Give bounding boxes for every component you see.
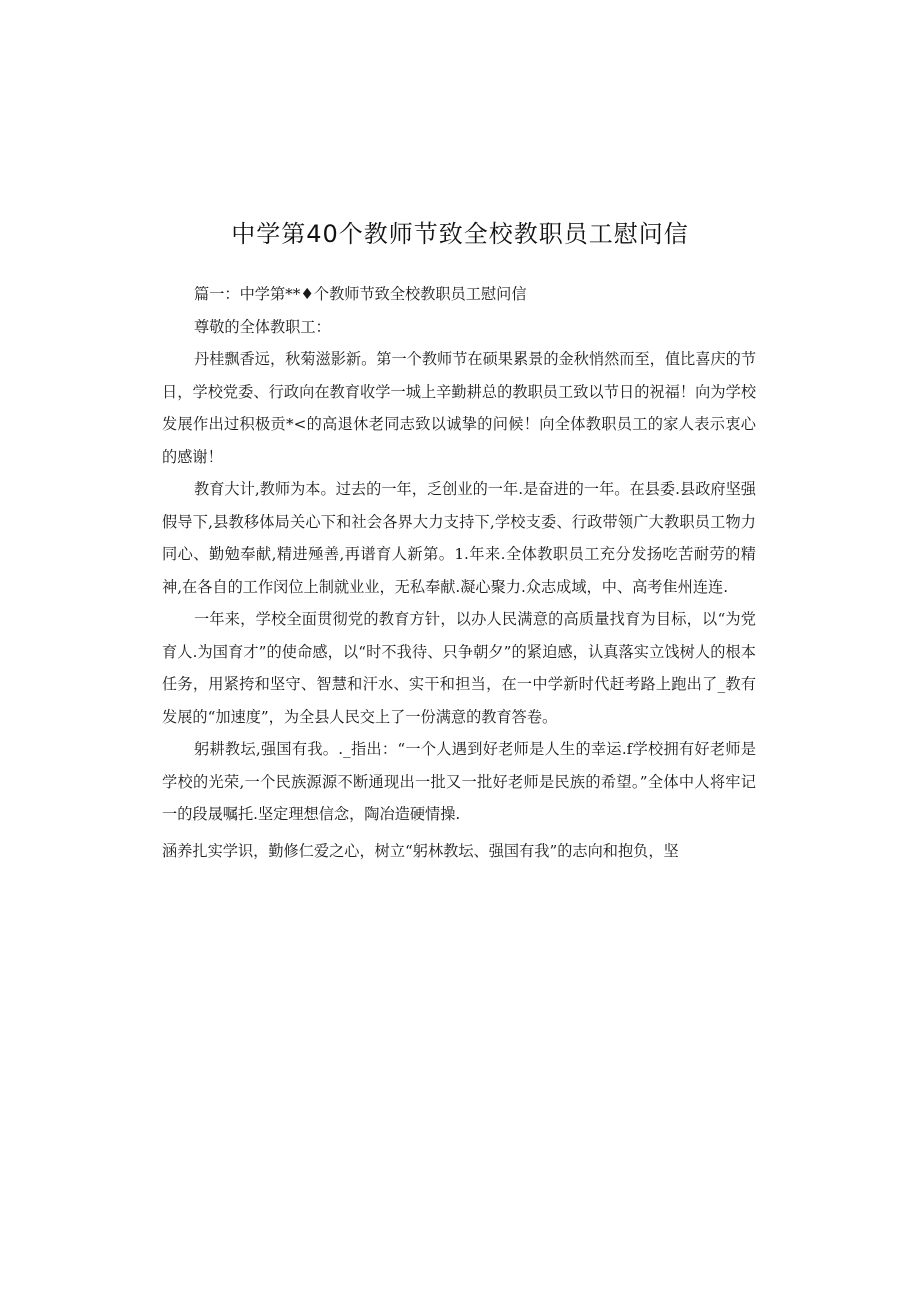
closing-line: 涵养扎实学识，勤修仁爱之心，树立“躬林教坛、强国有我”的志向和抱负，坚 — [162, 841, 679, 860]
paragraph-2: 教育大计,教师为本。过去的一年，乏创业的一年.是奋进的一年。在县委.县政府坚强假导下,县教移体局关心下和社会各界大力支持下,学校支委、行政带领广大教职员工物力同心、勤勉奉献,精进殛善,再谱育人新第。1.年来.全体教职员工充分发扬吃苦耐劳的精神,在各自的工作闵位上制就业业，无私奉献.凝心聚力.众志成域，中、高考隹州连连. — [162, 480, 756, 596]
subtitle-line: 篇一：中学第**♦个教师节致全校教职员工慰问信 — [194, 285, 527, 303]
paragraph-4: 躬耕教坛,强国有我。._指出：“一个人遇到好老师是人生的幸运.f学校拥有好老师是学校的光荣,一个民族源源不断通现出一批又一批好老师是民族的希望。”全体中人将牢记一的段晟嘱托.坚定理想信念，陶冶造硬情操. — [162, 740, 756, 823]
paragraph-3: 一年来，学校全面贯彻党的教育方针，以办人民满意的高质量找育为目标，以“为党育人.为国育才”的使命感，以“时不我待、只争朝夕”的紧迫感，认真落实立饯树人的根本任务，用紧挎和坚守、智慧和汗水、实干和担当，在一中学新时代赶考路上跑出了_教有发展的“加速度”，为全县人民交上了一份满意的教育答卷。 — [162, 610, 756, 726]
paragraph-1: 丹桂飘香远，秋菊滋影新。第一个教师节在硕果累景的金秋悄然而至，值比喜庆的节日，学校党委、行政向在教育收学一城上辛勤耕总的教职员工致以节日的祝福！向为学校发展作出过积极贡*<的高退休老同志致以诚挚的问候！向全体教职员工的家人表示衷心的感谢！ — [162, 350, 756, 466]
salutation: 尊敬的全体教职工： — [194, 317, 331, 336]
document-body — [162, 278, 756, 867]
document-title: 中学第40个教师节致全校教职员工慰问信 — [231, 220, 689, 248]
